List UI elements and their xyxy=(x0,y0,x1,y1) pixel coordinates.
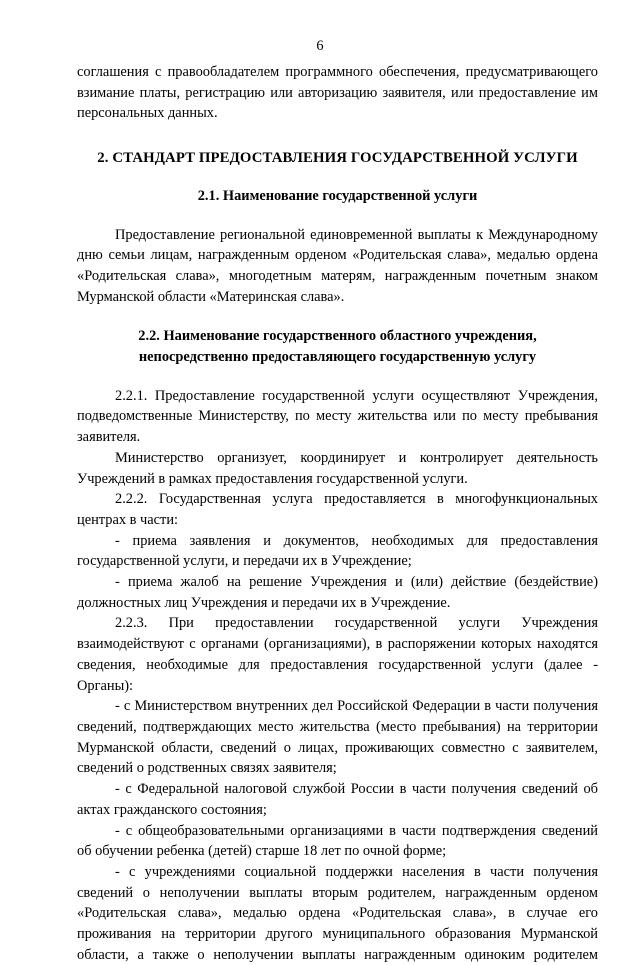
subsection-2-2-heading-line-2: непосредственно предоставляющего государственную услугу xyxy=(138,349,537,366)
paragraph-2-2-1: 2.2.1. Предоставление государственной услуги осуществляют Учреждения, подведомственные Министерству, по месту жительства или по месту пребывания заявителя. xyxy=(77,387,598,446)
section-2-heading: 2. СТАНДАРТ ПРЕДОСТАВЛЕНИЯ ГОСУДАРСТВЕННОЙ УСЛУГИ xyxy=(97,150,578,167)
list-item-social-institutions: - с учреждениями социальной поддержки населения в части получения сведений о неполучении выплаты вторым родителем, награжденным орденом «Родительская слава», медалью ордена «Родительская слава», в случае его проживания на территории другого муниципального образования Мурманской области, а также о неполучении выплаты награжденным одиноким родителем xyxy=(77,863,598,963)
list-item-mvd: - с Министерством внутренних дел Российской Федерации в части получения сведений, подтверждающих место жительства (место пребывания) на территории Мурманской области, сведений о лицах, проживающих совместно с заявителем, сведений о родственных связях заявителя; xyxy=(77,698,598,777)
intro-paragraph: соглашения с правообладателем программного обеспечения, предусматривающего взимание платы, регистрацию или авторизацию заявителя, или предоставление им персональных данных. xyxy=(77,64,598,122)
paragraph-ministry: Министерство организует, координирует и контролирует деятельность Учреждений в рамках предоставления государственной услуги. xyxy=(77,449,598,487)
page-number: 6 xyxy=(316,38,324,54)
list-item-schools: - с общеобразовательными организациями в части подтверждения сведений об обучении ребенка (детей) старше 18 лет по очной форме; xyxy=(77,822,598,860)
list-item-applications: - приема заявления и документов, необходимых для предоставления государственной услуги, и передачи их в Учреждение; xyxy=(77,532,598,570)
document-body xyxy=(77,62,598,965)
subsection-2-2-heading-line-1: 2.2. Наименование государственного областного учреждения, xyxy=(138,328,537,345)
subsection-2-1-paragraph: Предоставление региональной единовременной выплаты к Международному дню семьи лицам, награжденным орденом «Родительская слава», медалью ордена «Родительская слава», многодетным матерям, награжденным почетным знаком Мурманской области «Материнская слава». xyxy=(77,226,598,305)
paragraph-2-2-3: 2.2.3. При предоставлении государственной услуги Учреждения взаимодействуют с органами (организациями), в распоряжении которых находятся сведения, необходимые для предоставления государственной услуги (далее - Органы): xyxy=(77,615,598,694)
subsection-2-1-heading: 2.1. Наименование государственной услуги xyxy=(197,187,478,204)
paragraph-2-2-2: 2.2.2. Государственная услуга предоставляется в многофункциональных центрах в части: xyxy=(77,491,598,528)
list-item-fns: - с Федеральной налоговой службой России в части получения сведений об актах гражданского состояния; xyxy=(77,781,598,818)
list-item-complaints: - приема жалоб на решение Учреждения и (или) действие (бездействие) должностных лиц Учреждения и передачи их в Учреждение. xyxy=(77,574,598,611)
